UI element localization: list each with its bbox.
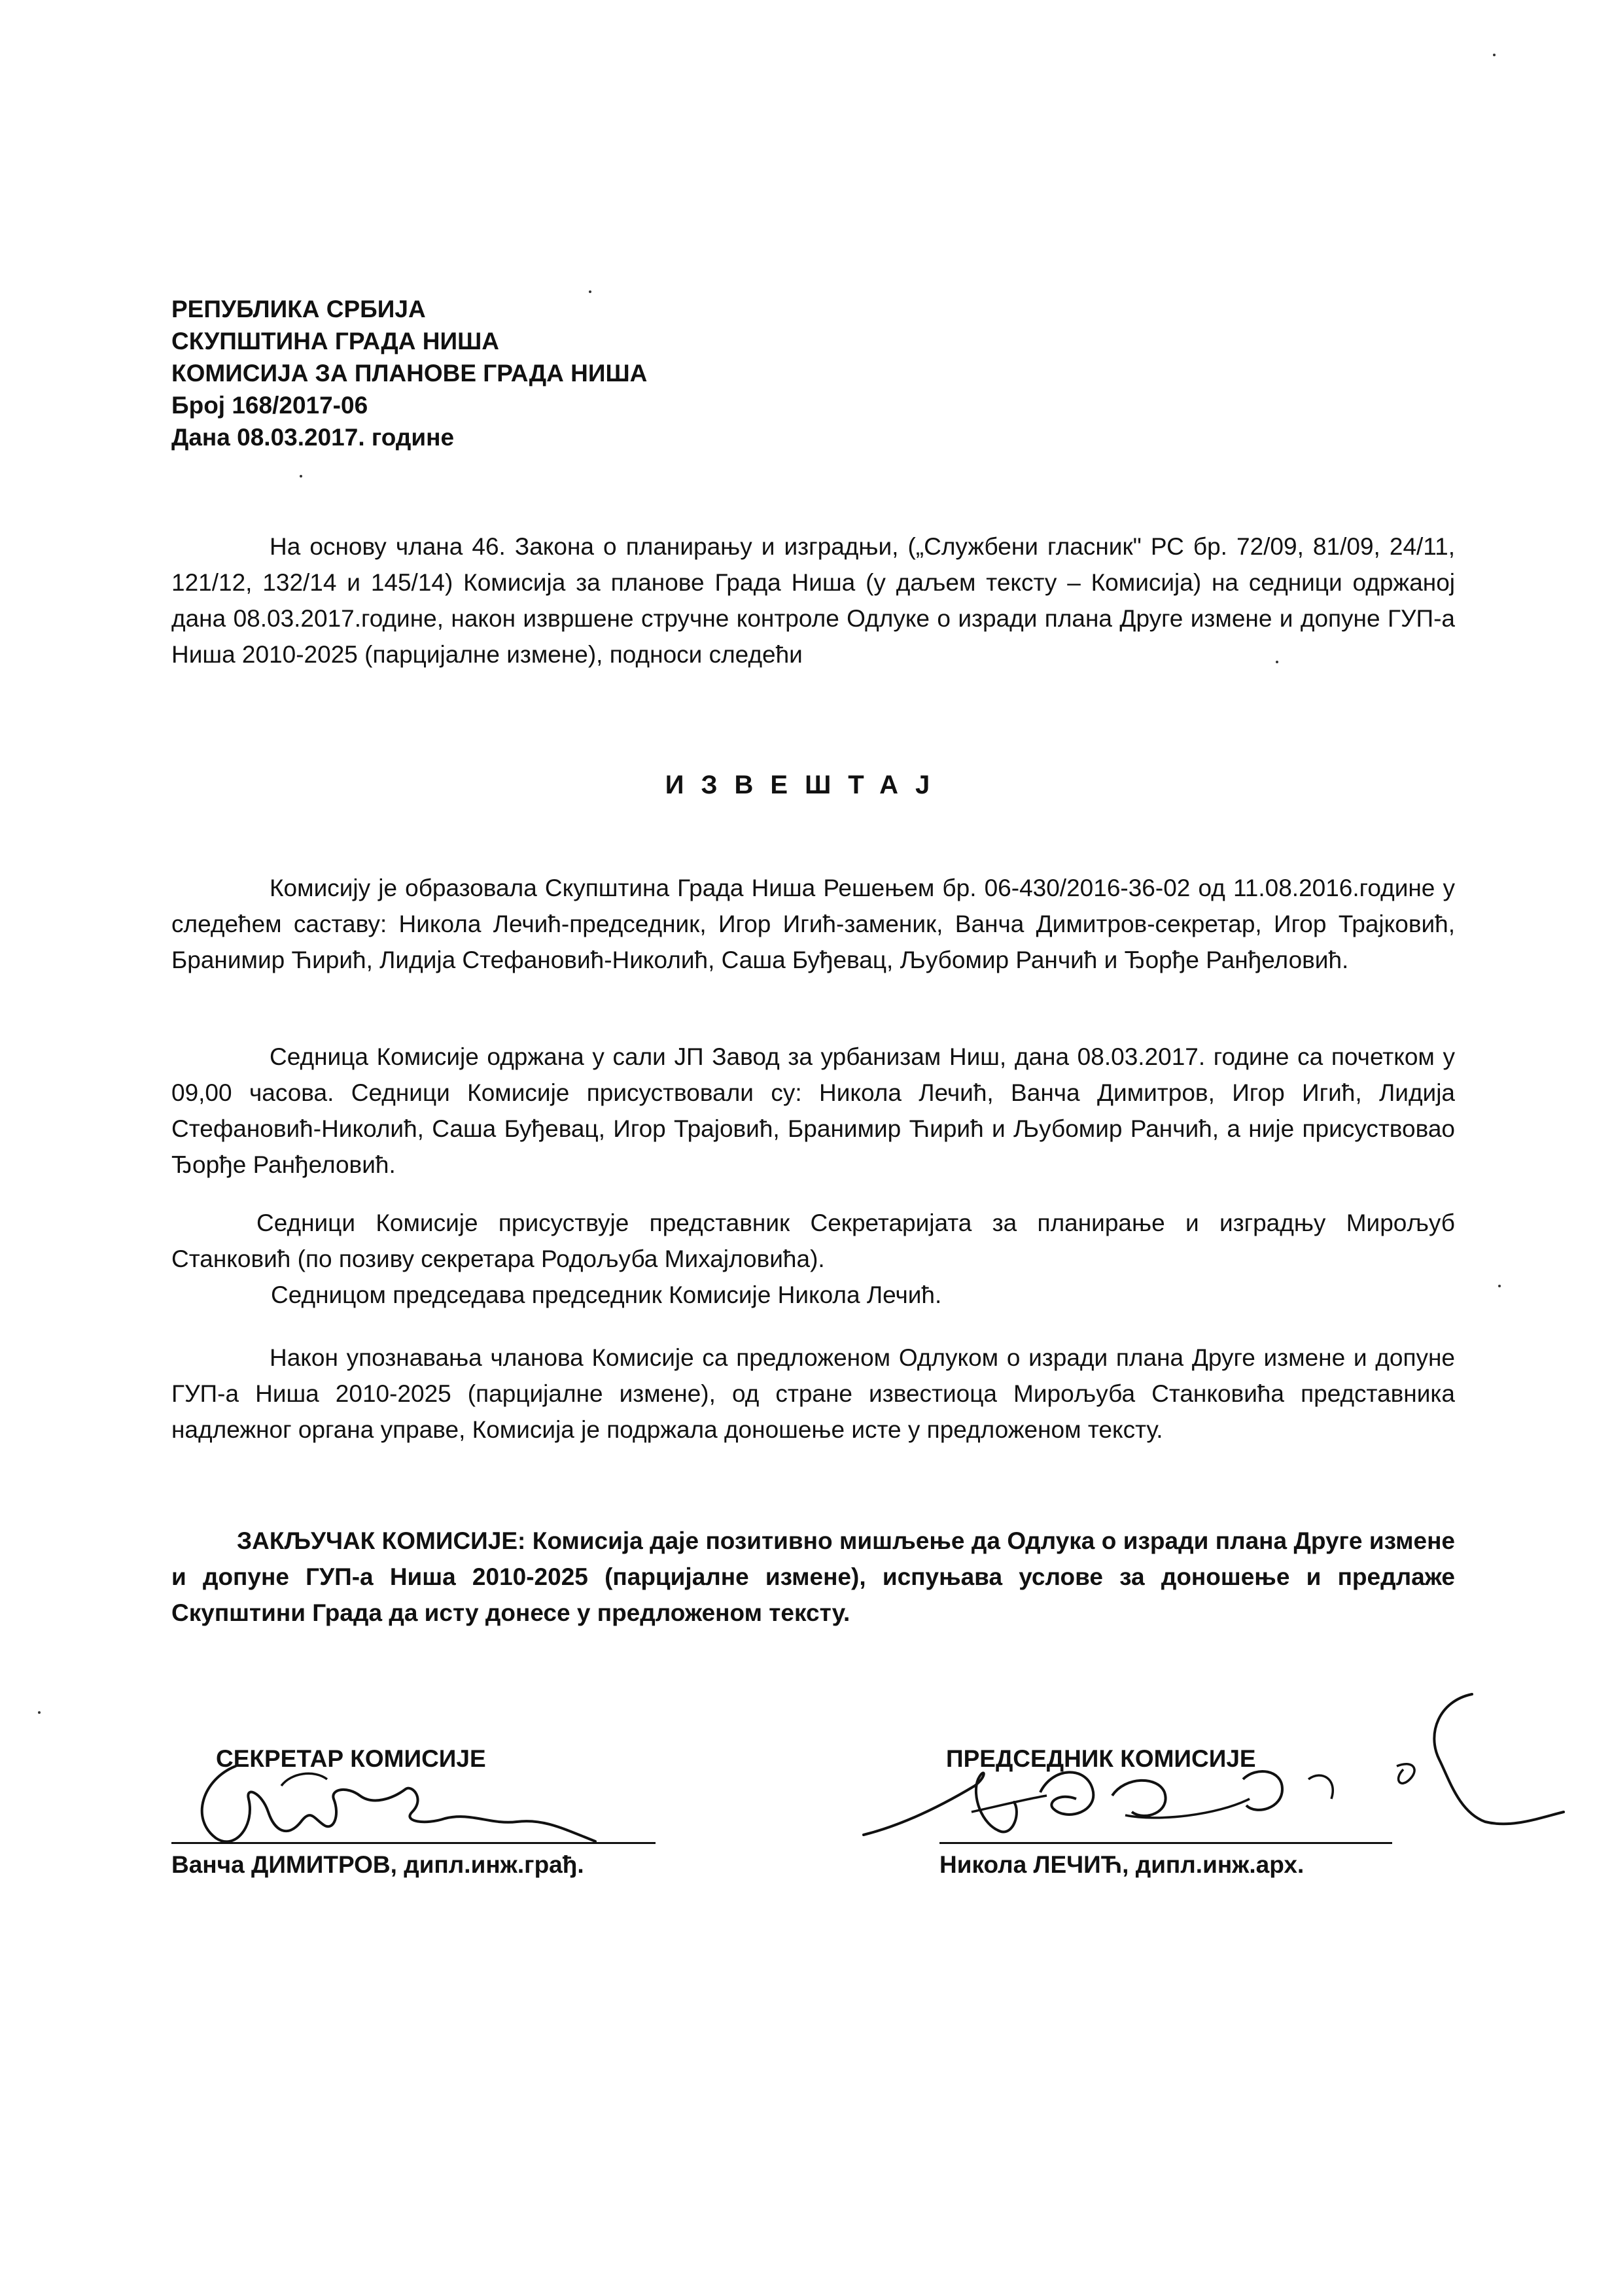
scan-speck <box>589 290 591 293</box>
representative-text: Седници Комисије присуствује представник Секретаријата за планирање и изградњу Мирољуб Станковић (по позиву секретара Родољуба Михајловића). <box>171 1209 1455 1272</box>
representative-paragraph <box>171 1205 1455 1313</box>
intro-text: На основу члана 46. Закона о планирању и изградњи, („Службени гласник" РС бр. 72/09, 81/09, 24/11, 121/12, 132/14 и 145/14) Комисија за планове Града Ниша (у даљем тексту – Комисија) на седници одржаној дана 08.03.2017.године, након извршене стручне контроле Одлуке о изради плана Друге измене и допуне ГУП-а Ниша 2010-2025 (парцијалне измене), подноси следећи <box>171 533 1455 668</box>
secretary-title: СЕКРЕТАР КОМИСИЈЕ <box>216 1745 486 1772</box>
review-paragraph <box>171 1340 1455 1448</box>
scan-speck <box>38 1711 41 1714</box>
review-text: Након упознавања чланова Комисије са предложеном Одлуком о изради плана Друге измене и допуне ГУП-а Ниша 2010-2025 (парцијалне измене), од стране известиоца Мирољуба Станковића представника надлежног органа управе, Комисија је подржала доношење исте у предложеном тексту. <box>171 1344 1455 1443</box>
intro-paragraph <box>171 529 1455 672</box>
session-text: Седница Комисије одржана у сали ЈП Завод за урбанизам Ниш, дана 08.03.2017. године са почетком у 09,00 часова. Седници Комисије присуствовали су: Никола Лечић, Ванча Димитров, Игор Игић, Лидија Стефановић-Николић, Саша Буђевац, Игор Трајовић, Бранимир Ћирић и Љубомир Ранчић, а није присуствовао Ђорђе Ранђеловић. <box>171 1043 1455 1178</box>
header-commission: КОМИСИЈА ЗА ПЛАНОВЕ ГРАДА НИША <box>171 360 648 387</box>
scan-speck <box>1493 54 1496 56</box>
header-date: Дана 08.03.2017. године <box>171 424 455 451</box>
scan-speck <box>1498 1285 1501 1287</box>
secretary-name: Ванча ДИМИТРОВ, дипл.инж.грађ. <box>171 1851 584 1878</box>
chairman-signature-icon <box>850 1681 1570 1864</box>
scan-speck <box>1276 661 1278 663</box>
document-title: ИЗВЕШТАЈ <box>665 771 947 799</box>
header-number: Број 168/2017-06 <box>171 392 368 419</box>
header-assembly: СКУПШТИНА ГРАДА НИША <box>171 328 499 355</box>
session-paragraph <box>171 1039 1455 1183</box>
chair-text: Седницом председава председник Комисије Никола Лечић. <box>271 1281 942 1308</box>
chairman-name: Никола ЛЕЧИЋ, дипл.инж.арх. <box>939 1851 1305 1878</box>
conclusion-text: ЗАКЉУЧАК КОМИСИЈЕ: Комисија даје позитивно мишљење да Одлука о изради плана Друге измене и допуне ГУП-а Ниша 2010-2025 (парцијалне измене), испуњава услове за доношење и предлаже Скупштини Града да исту донесе у предложеном тексту. <box>171 1527 1455 1626</box>
composition-text: Комисију је образовала Скупштина Града Ниша Решењем бр. 06-430/2016-36-02 од 11.08.2016.године у следећем саставу: Никола Лечић-председник, Игор Игић-заменик, Ванча Димитров-секретар, Игор Трајковић, Бранимир Ћирић, Лидија Стефановић-Николић, Саша Буђевац, Љубомир Ранчић и Ђорђе Ранђеловић. <box>171 875 1455 973</box>
document-header <box>171 293 647 453</box>
scan-speck <box>300 475 302 478</box>
secretary-signature-icon <box>177 1760 635 1851</box>
conclusion-paragraph <box>171 1523 1455 1631</box>
chairman-title: ПРЕДСЕДНИК КОМИСИЈЕ <box>946 1745 1256 1772</box>
composition-paragraph <box>171 870 1455 978</box>
header-republic: РЕПУБЛИКА СРБИЈА <box>171 296 426 322</box>
